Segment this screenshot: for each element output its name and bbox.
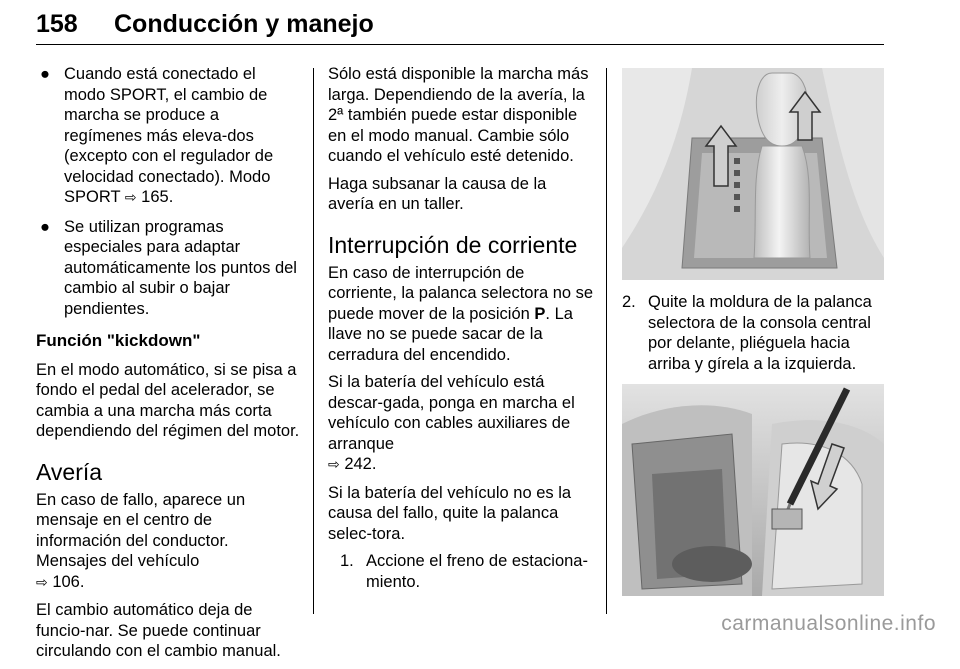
column-divider [606,68,607,614]
paragraph-text: En caso de interrupción de corriente, la palanca selectora no se puede mover de la posición [328,263,594,323]
column-left [36,64,300,669]
console-trim-removal-illustration [622,384,884,596]
bullet-text: Se utilizan programas especiales para adaptar automáticamente los puntos del cambio al subir o bajar pendientes. [64,217,297,318]
column-divider [313,68,314,614]
cross-reference-icon: ⇨ [36,574,48,591]
paragraph: El cambio automático deja de funcio-nar. Se puede continuar circulando con el cambio manual. [36,601,281,660]
paragraph: Si la batería del vehículo no es la causa del fallo, quite la palanca selec-tora. [328,483,572,543]
bullet-item [36,217,300,320]
numbered-step [340,551,594,592]
bullet-item [36,64,300,209]
watermark-text: carmanualsonline.info [721,612,936,635]
page-reference: 106. [52,572,85,591]
column-middle [328,64,594,600]
section-heading-kickdown: Función "kickdown" [36,331,201,350]
paragraph [36,490,300,594]
gear-selector-illustration [622,68,884,280]
step-number: 1. [340,552,354,570]
step-text: Accione el freno de estaciona-miento. [366,552,588,591]
step-text: Quite la moldura de la palanca selectora de la consola central por delante, pliéguela hacia arriba y gírela a la izquierda. [648,293,872,373]
page-number: 158 [36,10,78,38]
paragraph: Haga subsanar la causa de la avería en un taller. [328,174,547,213]
page-reference: 165. [141,188,174,206]
bullet-text: Cuando está conectado el modo SPORT, el cambio de marcha se produce a regímenes más eleva-dos (excepto con el regulador de velocidad conectado). Modo SPORT [64,65,274,206]
section-heading-interrupcion: Interrupción de corriente [328,231,578,258]
paragraph: En el modo automático, si se pisa a fondo el pedal del acelerador, se cambia a una marcha más corta dependiendo del régimen del motor. [36,360,300,440]
column-right [622,64,884,608]
paragraph: Sólo está disponible la marcha más larga. Dependiendo de la avería, la 2ª también puede estar disponible en el modo manual. Cambie sólo cuando el vehículo esté detenido. [328,65,589,165]
bullet-dot: ● [40,65,50,83]
page-reference: 242. [344,455,377,473]
paragraph [328,372,594,476]
cross-reference-icon: ⇨ [124,190,137,206]
paragraph-text: En caso de fallo, aparece un mensaje en el centro de información del conductor. Mensajes del vehículo [36,490,246,570]
paragraph-text: . La llave no se puede sacar de la cerradura del encendido. [328,304,573,364]
step-number: 2. [622,293,636,311]
chapter-title: Conducción y manejo [114,10,374,38]
page-header [36,6,884,45]
gear-position-label: P [534,304,546,323]
cross-reference-icon: ⇨ [328,457,340,473]
paragraph [328,263,594,366]
paragraph-text: Si la batería del vehículo está descar-gada, ponga en marcha el vehículo con cables auxiliares de arranque [328,373,575,453]
section-heading-averia: Avería [36,458,103,485]
bullet-dot: ● [40,217,50,236]
numbered-step [622,292,884,374]
